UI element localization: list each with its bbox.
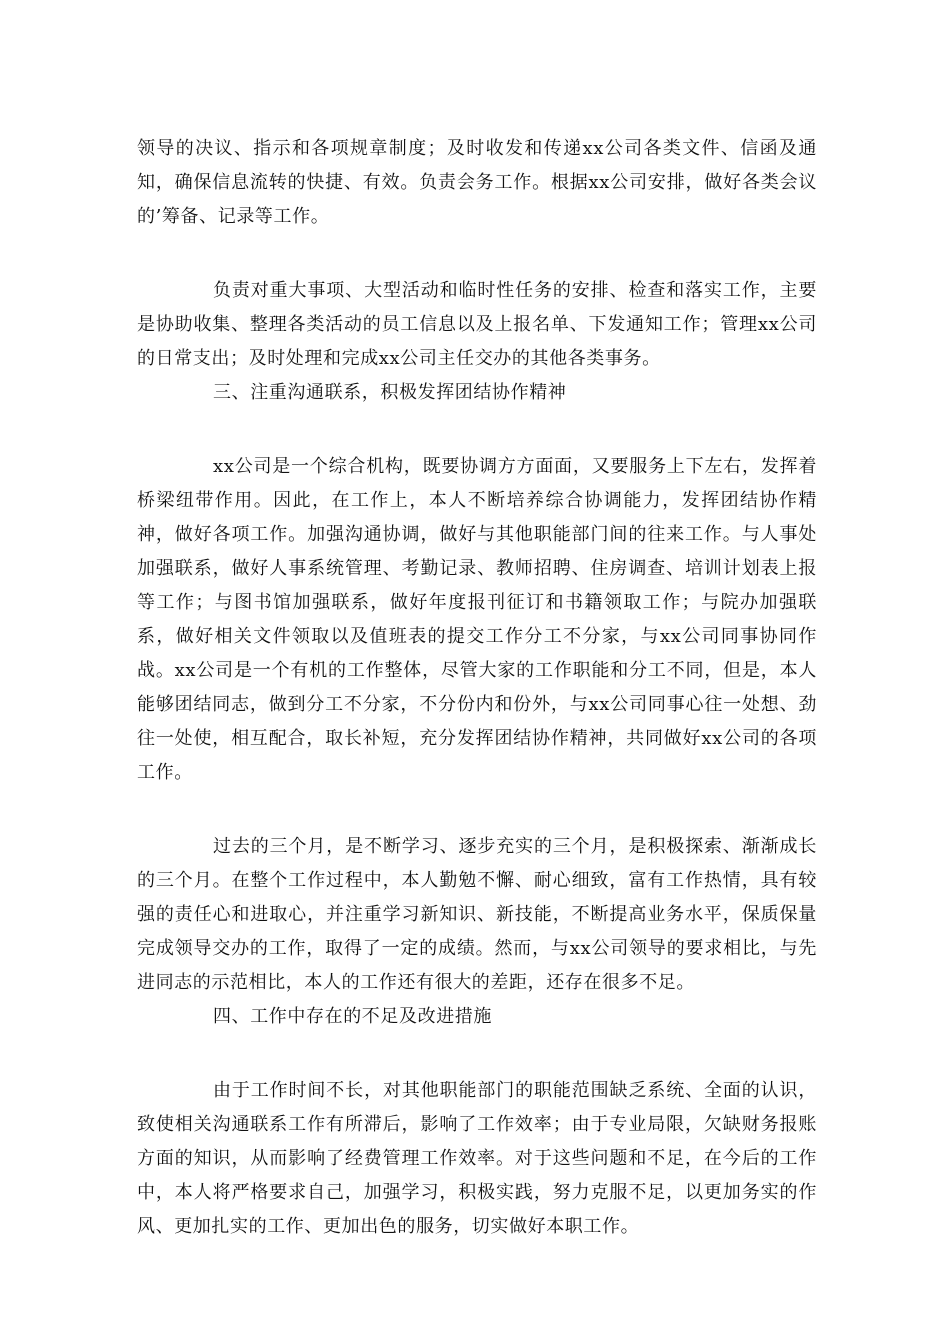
paragraph-4: 过去的三个月，是不断学习、逐步充实的三个月，是积极探索、渐渐成长的三个月。在整个工作过程中，本人勤勉不懈、耐心细致，富有工作热情，具有较强的责任心和进取心，并注重学习新知识、新技能，不断提高业务水平，保质保量完成领导交办的工作，取得了一定的成绩。然而，与xx公司领导的要求相比，与先进同志的示范相比，本人的工作还有很大的差距，还存在很多不足。 [137,836,817,993]
section-heading-3: 三、注重沟通联系，积极发挥团结协作精神 [213,382,567,403]
section-heading-4: 四、工作中存在的不足及改进措施 [213,1006,492,1027]
paragraph-1: 领导的决议、指示和各项规章制度；及时收发和传递xx公司各类文件、信函及通知，确保信息流转的快捷、有效。负责会务工作。根据xx公司安排，做好各类会议的’筹备、记录等工作。 [137,138,817,227]
paragraph-3: xx公司是一个综合机构，既要协调方方面面，又要服务上下左右，发挥着桥梁纽带作用。因此，在工作上，本人不断培养综合协调能力，发挥团结协作精神，做好各项工作。加强沟通协调，做好与其他职能部门间的往来工作。与人事处加强联系，做好人事系统管理、考勤记录、教师招聘、住房调查、培训计划表上报等工作；与图书馆加强联系，做好年度报刊征订和书籍领取工作；与院办加强联系，做好相关文件领取以及值班表的提交工作分工不分家，与xx公司同事协同作战。xx公司是一个有机的工作整体，尽管大家的工作职能和分工不同，但是，本人能够团结同志，做到分工不分家，不分份内和份外，与xx公司同事心往一处想、劲往一处使，相互配合，取长补短，充分发挥团结协作精神，共同做好xx公司的各项工作。 [137,456,817,783]
paragraph-5: 由于工作时间不长，对其他职能部门的职能范围缺乏系统、全面的认识，致使相关沟通联系工作有所滞后，影响了工作效率；由于专业局限，欠缺财务报账方面的知识，从而影响了经费管理工作效率。对于这些问题和不足，在今后的工作中，本人将严格要求自己，加强学习，积极实践，努力克服不足，以更加务实的作风、更加扎实的工作、更加出色的服务，切实做好本职工作。 [137,1080,817,1237]
document-body [137,132,817,1244]
paragraph-2: 负责对重大事项、大型活动和临时性任务的安排、检查和落实工作，主要是协助收集、整理各类活动的员工信息以及上报名单、下发通知工作；管理xx公司的日常支出；及时处理和完成xx公司主任交办的其他各类事务。 [137,280,817,369]
